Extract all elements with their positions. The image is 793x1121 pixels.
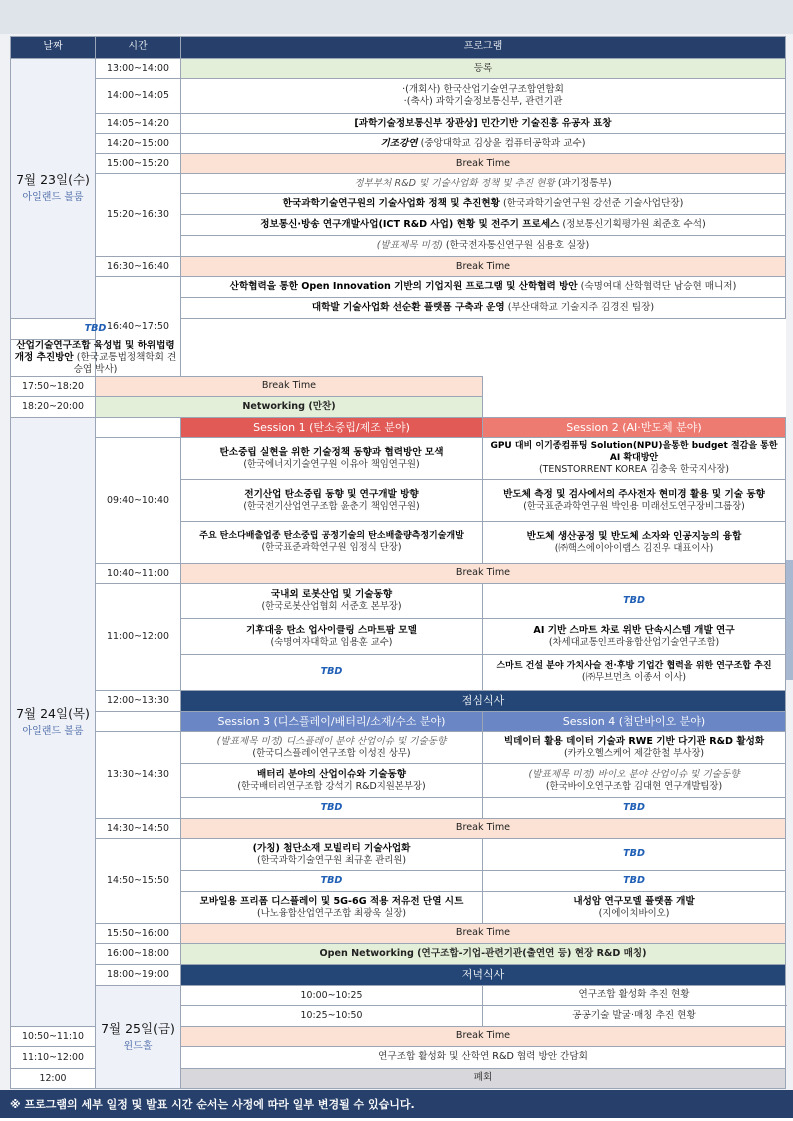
talk-speaker: (숙명여자대학교 임용훈 교수) <box>270 636 393 648</box>
talk-speaker: (한국전자통신연구원 심용호 실장) <box>442 240 590 251</box>
table-row <box>11 114 786 134</box>
talk-cell <box>483 479 786 521</box>
talk-cell <box>483 654 786 690</box>
talk-cell <box>181 174 786 194</box>
tbd-cell: TBD <box>181 654 483 690</box>
talk-speaker: (한국과학기술연구원 강선준 기술사업단장) <box>499 198 684 209</box>
time-cell: 16:40~17:50 <box>96 277 181 377</box>
talk-cell <box>483 521 786 563</box>
dinner-cell: 저녁식사 <box>181 964 786 985</box>
day1-date-cell <box>11 59 96 319</box>
talk-speaker: (차세대교통인프라융합산업기술연구조합) <box>548 636 720 648</box>
table-row <box>11 134 786 154</box>
talk-title: 모바일용 프리폼 디스플레이 및 5G-6G 적용 저유전 단열 시트 <box>199 895 464 907</box>
talk-cell <box>181 763 483 797</box>
talk-cell <box>181 521 483 563</box>
talk-title: 대학발 기술사업화 선순환 플랫폼 구축과 운영 <box>311 302 505 313</box>
table-row <box>11 985 786 1005</box>
time-cell: 14:00~14:05 <box>96 79 181 114</box>
session2-header: Session 2 (AI·반도체 분야) <box>483 417 786 437</box>
talk-cell <box>181 437 483 479</box>
talk-speaker: (정보통신기획평가원 최준호 수석) <box>559 219 706 230</box>
table-row <box>11 437 786 479</box>
break-cell: Break Time <box>96 376 483 396</box>
time-cell: 12:00 <box>11 1068 96 1088</box>
keynote-speaker: (중앙대학교 김상윤 컴퓨터공학과 교수) <box>417 137 586 149</box>
break-cell: Break Time <box>181 154 786 174</box>
talk-title: 빅데이터 활용 데이터 기술과 RWE 기반 다기관 R&D 활성화 <box>503 735 765 747</box>
talk-speaker: (한국과학기술연구원 최규훈 관리원) <box>256 854 407 866</box>
table-row <box>11 711 786 731</box>
talk-title: 산업기술연구조합 육성법 및 하위법령 개정 추진방안 <box>14 340 175 363</box>
talk-title: 스마트 건설 분야 가치사슬 전·후방 기업간 협력을 위한 연구조합 추진 <box>496 660 772 671</box>
lunch-cell: 점심식사 <box>181 690 786 711</box>
table-row <box>11 59 786 79</box>
talk-cell <box>181 731 483 763</box>
top-decoration <box>0 0 793 34</box>
tbd-cell: TBD <box>181 797 483 818</box>
break-cell: Break Time <box>181 563 786 583</box>
table-row <box>11 154 786 174</box>
talk-title: 주요 탄소다배출업종 탄소중립 공정기술의 탄소배출량측정기술개발 <box>199 530 464 541</box>
table-row <box>11 838 786 870</box>
program-cell: 연구조합 활성화 및 산학연 R&D 협력 방안 간담회 <box>181 1046 786 1068</box>
time-cell: 17:50~18:20 <box>11 376 96 396</box>
talk-speaker: (나노융합산업연구조합 최광욱 실장) <box>256 907 407 919</box>
talk-title: (발표제목 미정) <box>376 240 443 251</box>
time-cell <box>96 417 181 437</box>
table-header-row <box>11 37 786 59</box>
talk-speaker: (한국표준과학연구원 임정식 단장) <box>261 542 402 554</box>
talk-speaker: (한국디스플레이연구조합 이성진 상무) <box>252 747 411 759</box>
talk-title: 산학협력을 통한 Open Innovation 기반의 기업지원 프로그램 및 산학협력 방안 <box>229 281 578 292</box>
break-cell: Break Time <box>181 1026 786 1046</box>
table-row <box>11 690 786 711</box>
talk-cell <box>181 838 483 870</box>
talk-speaker: (한국표준과학연구원 박인용 미래선도연구장비그룹장) <box>523 500 745 512</box>
talk-cell <box>483 731 786 763</box>
time-cell: 14:20~15:00 <box>96 134 181 154</box>
talk-speaker: (㈜핵스에이아이랩스 김진우 대표이사) <box>554 542 714 554</box>
talk-title: 전기산업 탄소중립 동향 및 연구개발 방향 <box>244 488 419 500</box>
talk-title: 배터리 분야의 산업이슈와 기술동향 <box>256 768 407 780</box>
table-row <box>11 257 786 277</box>
tbd-cell: TBD <box>483 870 786 891</box>
talk-title: (발표제목 미정) 바이오 분야 산업이슈 및 기술동향 <box>528 768 740 780</box>
talk-speaker: (TENSTORRENT KOREA 김충욱 한국지사장) <box>539 463 729 475</box>
keynote-label: 기조강연 <box>380 137 418 149</box>
session4-header: Session 4 (첨단바이오 분야) <box>483 711 786 731</box>
table-row <box>11 923 786 943</box>
time-cell: 15:20~16:30 <box>96 174 181 257</box>
table-row <box>11 583 786 618</box>
table-row <box>11 79 786 114</box>
talk-cell <box>181 298 786 319</box>
talk-speaker: (한국전기산업연구조합 윤춘기 책임연구원) <box>243 500 420 512</box>
time-cell: 10:40~11:00 <box>96 563 181 583</box>
talk-speaker: (한국에너지기술연구원 이유아 책임연구원) <box>243 458 420 470</box>
tbd-cell: TBD <box>181 870 483 891</box>
award-cell: [과학기술정보통신부 장관상] 민간기반 기술진흥 유공자 표창 <box>181 114 786 134</box>
talk-speaker: (한국로봇산업협회 서준호 본부장) <box>261 601 402 613</box>
time-cell: 14:30~14:50 <box>96 818 181 838</box>
opening-line-2: ·(축사) 과학기술정보통신부, 관련기관 <box>403 96 563 107</box>
talk-title: (가칭) 첨단소재 모빌리티 기술사업화 <box>252 842 411 854</box>
talk-title: 정보통신·방송 연구개발사업(ICT R&D 사업) 현황 및 전주기 프로세스 <box>260 219 560 230</box>
session1-header: Session 1 (탄소중립/제조 분야) <box>181 417 483 437</box>
header-program: 프로그램 <box>181 37 786 59</box>
header-date: 날짜 <box>11 37 96 59</box>
talk-cell <box>483 763 786 797</box>
talk-speaker: (카카오헬스케어 제갈한철 부사장) <box>563 747 705 759</box>
time-cell: 10:50~11:10 <box>11 1026 96 1046</box>
talk-cell <box>181 277 786 298</box>
day3-date: 7월 25일(금) <box>101 1020 175 1036</box>
talk-cell <box>181 618 483 654</box>
table-row <box>11 174 786 194</box>
talk-title: GPU 대비 이기종컴퓨팅 Solution(NPU)을통한 budget 절감을 통한 AI 확대방안 <box>490 441 778 463</box>
break-cell: Break Time <box>181 257 786 277</box>
time-cell: 18:00~19:00 <box>96 964 181 985</box>
break-cell: Break Time <box>181 923 786 943</box>
talk-speaker: (부산대학교 기술지주 김경진 팀장) <box>504 302 655 313</box>
keynote-cell <box>181 134 786 154</box>
talk-title: 한국과학기술연구원의 기술사업화 정책 및 추진현황 <box>282 198 500 209</box>
talk-speaker: (한국교통법정책학회 견승엽 박사) <box>73 351 177 375</box>
break-cell: Break Time <box>181 818 786 838</box>
time-cell: 15:00~15:20 <box>96 154 181 174</box>
talk-title: 기후대응 탄소 업사이클링 스마트팜 모델 <box>246 624 417 636</box>
closing-cell: 폐회 <box>181 1068 786 1088</box>
session3-header: Session 3 (디스플레이/배터리/소재/수소 분야) <box>181 711 483 731</box>
table-row <box>11 563 786 583</box>
table-row <box>11 277 786 298</box>
tbd-cell: TBD <box>483 838 786 870</box>
tbd-cell: TBD <box>483 797 786 818</box>
time-cell: 13:30~14:30 <box>96 731 181 818</box>
time-cell: 14:50~15:50 <box>96 838 181 923</box>
talk-cell <box>181 215 786 236</box>
talk-title: 정부부처 R&D 및 기술사업화 정책 및 추진 현황 <box>354 177 555 189</box>
time-cell: 18:20~20:00 <box>11 396 96 417</box>
talk-cell <box>483 618 786 654</box>
time-cell: 10:00~10:25 <box>181 985 483 1005</box>
program-cell: 공공기술 발굴·매칭 추진 현황 <box>483 1005 786 1026</box>
talk-cell <box>181 194 786 215</box>
day3-date-cell <box>96 985 181 1088</box>
opening-cell <box>181 79 786 114</box>
time-cell: 11:10~12:00 <box>11 1046 96 1068</box>
time-cell: 16:00~18:00 <box>96 943 181 964</box>
talk-cell <box>483 437 786 479</box>
time-cell: 11:00~12:00 <box>96 583 181 690</box>
tbd-cell: TBD <box>483 583 786 618</box>
opening-line-1: ·(개회사) 한국산업기술연구조합연합회 <box>402 84 564 96</box>
table-row <box>11 943 786 964</box>
table-row <box>11 964 786 985</box>
header-time: 시간 <box>96 37 181 59</box>
talk-title: 탄소중립 실현을 위한 기술정책 동향과 협력방안 모색 <box>219 446 444 458</box>
day1-venue: 아일랜드 볼룸 <box>22 192 84 204</box>
time-cell <box>96 711 181 731</box>
talk-speaker: (지에이치바이오) <box>598 907 670 919</box>
time-cell: 14:05~14:20 <box>96 114 181 134</box>
program-schedule-table <box>10 36 786 1089</box>
footnote: ※ 프로그램의 세부 일정 및 발표 시간 순서는 사정에 따라 일부 변경될 수 있습니다. <box>10 1098 415 1111</box>
table-row <box>11 818 786 838</box>
table-row <box>11 340 786 377</box>
time-cell: 12:00~13:30 <box>96 690 181 711</box>
program-cell: 연구조합 활성화 추진 현황 <box>483 985 786 1005</box>
talk-speaker: (㈜무브먼츠 이종서 이사) <box>581 672 687 684</box>
open-networking-cell: Open Networking (연구조합-기업-관련기관(출연연 등) 현장 R&D 매칭) <box>181 943 786 964</box>
talk-cell <box>181 479 483 521</box>
tbd-cell: TBD <box>11 319 181 340</box>
table-row <box>11 376 786 396</box>
talk-speaker: (한국배터리연구조합 강석기 R&D지원본부장) <box>237 780 426 792</box>
day2-venue: 아일랜드 볼룸 <box>22 725 84 737</box>
talk-title: 내성암 연구모델 플랫폼 개발 <box>573 895 695 907</box>
talk-cell <box>181 583 483 618</box>
table-row <box>11 731 786 763</box>
talk-speaker: (숙명여대 산학협력단 남승현 매니저) <box>577 281 737 292</box>
talk-speaker: (과기정통부) <box>554 177 612 189</box>
talk-title: 반도체 측정 및 검사에서의 주사전자 현미경 활용 및 기술 동향 <box>503 488 765 500</box>
talk-cell <box>181 236 786 257</box>
talk-cell <box>483 891 786 923</box>
time-cell: 13:00~14:00 <box>96 59 181 79</box>
talk-speaker: (한국바이오연구조합 김대현 연구개발팀장) <box>545 780 723 792</box>
talk-title: 반도체 생산공정 및 반도체 소자와 인공지능의 융합 <box>526 530 742 542</box>
day3-venue: 윈드홀 <box>123 1040 153 1052</box>
talk-cell <box>11 340 181 377</box>
table-row <box>11 396 786 417</box>
day2-date-cell <box>11 417 96 1026</box>
registration-cell: 등록 <box>181 59 786 79</box>
talk-title: (발표제목 미정) 디스플레이 분야 산업이슈 및 기술동향 <box>216 735 447 747</box>
networking-cell: Networking (만찬) <box>96 396 483 417</box>
talk-title: AI 기반 스마트 차로 위반 단속시스템 개발 연구 <box>533 624 735 636</box>
time-cell: 15:50~16:00 <box>96 923 181 943</box>
time-cell: 16:30~16:40 <box>96 257 181 277</box>
day2-date: 7월 24일(목) <box>16 705 90 721</box>
talk-title: 국내외 로봇산업 및 기술동향 <box>270 589 393 601</box>
time-cell: 10:25~10:50 <box>181 1005 483 1026</box>
talk-cell <box>181 891 483 923</box>
table-row <box>11 417 786 437</box>
time-cell: 09:40~10:40 <box>96 437 181 563</box>
day1-date: 7월 23일(수) <box>16 172 90 188</box>
